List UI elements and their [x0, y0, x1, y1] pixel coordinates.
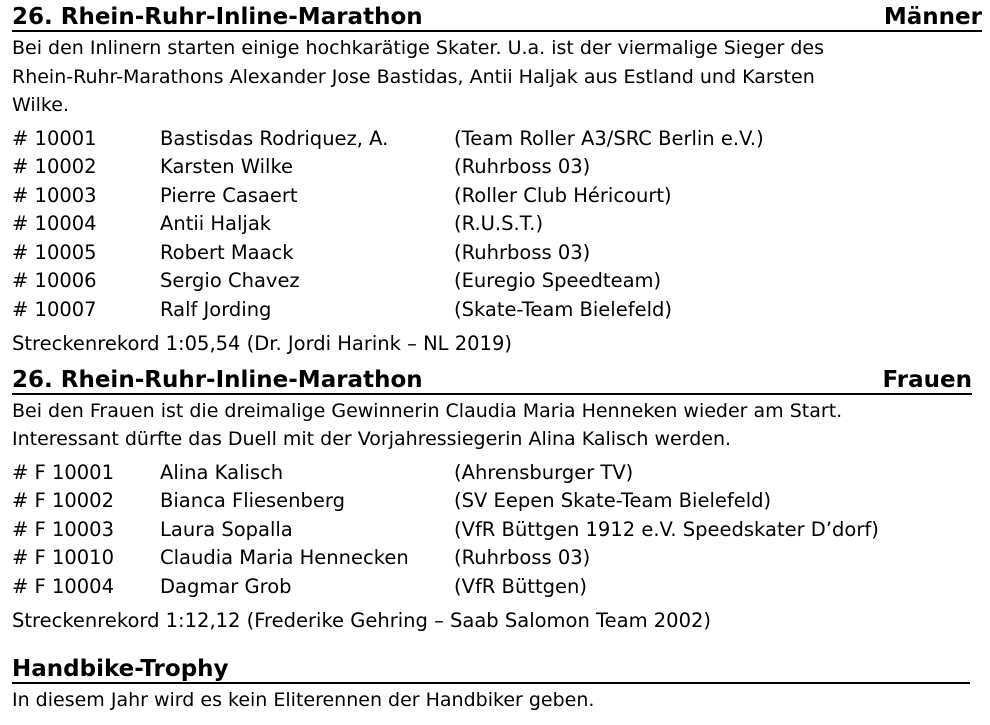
section-men	[12, 0, 982, 359]
entry-name: Alina Kalisch	[160, 460, 284, 484]
entry-row	[12, 296, 982, 325]
section-women	[12, 363, 982, 636]
section-gender-label: Frauen	[882, 366, 972, 393]
entry-name: Robert Maack	[160, 240, 294, 264]
entry-row	[12, 210, 982, 239]
entry-number: # 10001	[12, 126, 97, 150]
entry-number: # F 10001	[12, 460, 114, 484]
entry-name: Ralf Jording	[160, 298, 272, 322]
entry-row	[12, 239, 982, 268]
entry-number: # 10007	[12, 298, 97, 322]
entry-club: (Euregio Speedteam)	[454, 269, 662, 293]
entry-name: Sergio Chavez	[160, 269, 300, 293]
entry-name: Karsten Wilke	[160, 155, 294, 179]
entry-name: Antii Haljak	[160, 212, 272, 236]
entry-name: Bianca Fliesenberg	[160, 489, 345, 513]
course-record: Streckenrekord 1:05,54 (Dr. Jordi Harink – NL 2019)	[12, 331, 512, 355]
entry-row	[12, 153, 982, 182]
entry-number: # F 10003	[12, 517, 114, 541]
header-underline	[12, 682, 970, 684]
entry-number: # 10004	[12, 212, 97, 236]
document-page	[12, 0, 982, 714]
section-header-women	[12, 363, 982, 397]
entry-number: # 10003	[12, 183, 97, 207]
entry-number: # F 10002	[12, 489, 114, 513]
entry-row	[12, 267, 982, 296]
section-header-handbike	[12, 652, 982, 686]
entry-club: (Ruhrboss 03)	[454, 155, 591, 179]
course-record: Streckenrekord 1:12,12 (Frederike Gehring – Saab Salomon Team 2002)	[12, 608, 712, 632]
entry-number: # 10006	[12, 269, 97, 293]
section-header-men	[12, 0, 982, 34]
entry-number: # 10005	[12, 240, 97, 264]
entry-row	[12, 487, 982, 516]
entry-number: # F 10004	[12, 575, 114, 599]
entry-name: Dagmar Grob	[160, 575, 292, 599]
entry-club: (Team Roller A3/SRC Berlin e.V.)	[454, 126, 764, 150]
entry-club: (VfR Büttgen 1912 e.V. Speedskater D’dorf)	[454, 517, 879, 541]
entry-club: (Ahrensburger TV)	[454, 460, 634, 484]
section-spacer	[12, 636, 982, 648]
entry-row	[12, 544, 982, 573]
entry-name: Pierre Casaert	[160, 183, 298, 207]
entry-club: (R.U.S.T.)	[454, 212, 544, 236]
entry-row	[12, 573, 982, 602]
section-intro: Bei den Frauen ist die dreimalige Gewinnerin Claudia Maria Henneken wieder am Start. Interessant dürfte das Duell mit der Vorjahressiegerin Alina Kalisch werden.	[12, 399, 843, 451]
entry-number: # 10002	[12, 155, 97, 179]
header-underline	[12, 30, 982, 32]
section-gender-label: Männer	[883, 4, 982, 30]
section-title: 26. Rhein-Ruhr-Inline-Marathon	[12, 366, 423, 393]
entry-row	[12, 125, 982, 154]
header-underline	[12, 393, 972, 395]
entry-name: Bastisdas Rodriquez, A.	[160, 126, 389, 150]
entry-number: # F 10010	[12, 546, 114, 570]
entry-club: (VfR Büttgen)	[454, 575, 587, 599]
section-intro: Bei den Inlinern starten einige hochkarätige Skater. U.a. ist der viermalige Sieger des Rhein-Ruhr-Marathons Alexander Jose Bastidas, Antii Haljak aus Estland und Karsten Wilke.	[12, 37, 824, 116]
section-title: 26. Rhein-Ruhr-Inline-Marathon	[12, 4, 423, 30]
section-text: In diesem Jahr wird es kein Eliterennen der Handbiker geben.	[12, 688, 595, 711]
entry-row	[12, 182, 982, 211]
entry-name: Laura Sopalla	[160, 517, 293, 541]
entry-row	[12, 459, 982, 488]
entry-row	[12, 516, 982, 545]
section-handbike	[12, 652, 982, 715]
entry-list-men	[12, 125, 982, 325]
entry-club: (Ruhrboss 03)	[454, 240, 591, 264]
entry-club: (SV Eepen Skate-Team Bielefeld)	[454, 489, 772, 513]
entry-list-women	[12, 459, 982, 602]
section-title: Handbike-Trophy	[12, 655, 229, 682]
entry-name: Claudia Maria Hennecken	[160, 546, 409, 570]
entry-club: (Skate-Team Bielefeld)	[454, 298, 672, 322]
entry-club: (Ruhrboss 03)	[454, 546, 591, 570]
entry-club: (Roller Club Héricourt)	[454, 183, 672, 207]
